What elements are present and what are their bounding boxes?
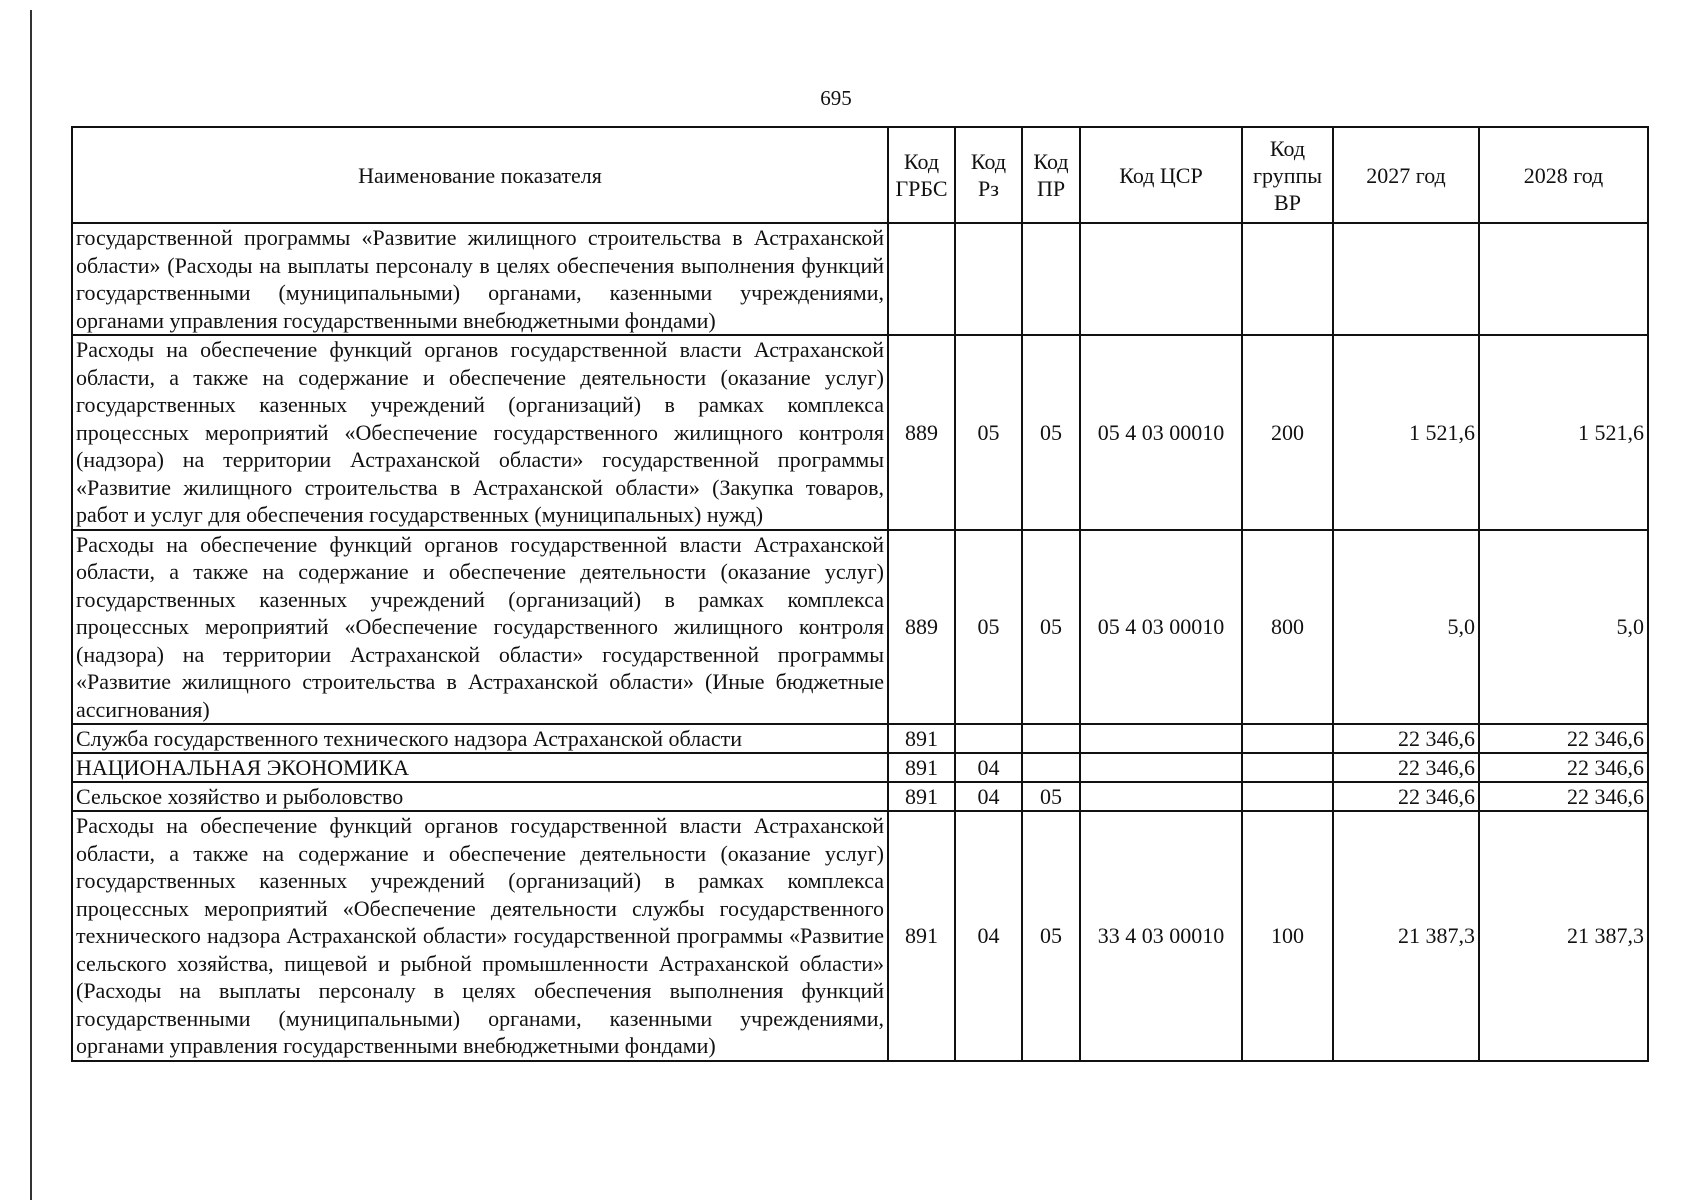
table-row [72,753,1648,782]
row-csr [1080,724,1242,753]
row-pr [1022,223,1080,335]
row-pr [1022,753,1080,782]
row-vr: 200 [1242,335,1333,530]
row-name: Служба государственного технического надзора Астраханской области [72,724,888,753]
row-rz: 05 [955,335,1022,530]
table-row [72,782,1648,811]
row-csr: 05 4 03 00010 [1080,335,1242,530]
row-vr: 100 [1242,811,1333,1061]
row-rz: 04 [955,753,1022,782]
scan-edge-line [30,10,32,1200]
row-rz: 04 [955,811,1022,1061]
table-row [72,223,1648,335]
row-2028: 22 346,6 [1479,782,1648,811]
row-2028: 22 346,6 [1479,724,1648,753]
row-grbs [888,223,955,335]
header-rz: Код Рз [955,127,1022,223]
row-pr: 05 [1022,530,1080,725]
row-grbs: 889 [888,530,955,725]
row-rz [955,223,1022,335]
row-csr [1080,753,1242,782]
header-pr: Код ПР [1022,127,1080,223]
row-vr [1242,753,1333,782]
row-vr [1242,782,1333,811]
row-2027: 21 387,3 [1333,811,1479,1061]
row-2027: 5,0 [1333,530,1479,725]
row-csr: 05 4 03 00010 [1080,530,1242,725]
row-vr [1242,223,1333,335]
row-grbs: 891 [888,811,955,1061]
row-name: Расходы на обеспечение функций органов государственной власти Астраханской области, а также на содержание и обеспечение деятельности (оказание услуг) государственных казенных учреждений (организаций) в рамках комплекса процессных мероприятий «Обеспечение государственного жилищного контроля (надзора) на территории Астраханской области» государственной программы «Развитие жилищного строительства в Астраханской области» (Иные бюджетные ассигнования) [72,530,888,725]
header-name: Наименование показателя [72,127,888,223]
header-vr: Код группы ВР [1242,127,1333,223]
row-name: государственной программы «Развитие жилищного строительства в Астраханской области» (Расходы на выплаты персоналу в целях обеспечения выполнения функций государственными (муниципальными) органами, казенными учреждениями, органами управления государственными внебюджетными фондами) [72,223,888,335]
budget-table [71,126,1649,1062]
row-pr: 05 [1022,335,1080,530]
page-number: 695 [820,86,852,110]
row-vr [1242,724,1333,753]
row-grbs: 891 [888,753,955,782]
row-grbs: 891 [888,782,955,811]
row-name: Сельское хозяйство и рыболовство [72,782,888,811]
row-csr [1080,782,1242,811]
row-grbs: 889 [888,335,955,530]
header-2027: 2027 год [1333,127,1479,223]
row-pr [1022,724,1080,753]
row-csr [1080,223,1242,335]
row-2028: 5,0 [1479,530,1648,725]
table-row [72,530,1648,725]
header-csr: Код ЦСР [1080,127,1242,223]
table-row [72,335,1648,530]
row-rz: 04 [955,782,1022,811]
row-rz: 05 [955,530,1022,725]
row-vr: 800 [1242,530,1333,725]
row-pr: 05 [1022,811,1080,1061]
row-2028 [1479,223,1648,335]
row-pr: 05 [1022,782,1080,811]
row-rz [955,724,1022,753]
row-name: НАЦИОНАЛЬНАЯ ЭКОНОМИКА [72,753,888,782]
row-grbs: 891 [888,724,955,753]
table-row [72,811,1648,1061]
row-2027: 1 521,6 [1333,335,1479,530]
row-2027 [1333,223,1479,335]
row-2027: 22 346,6 [1333,753,1479,782]
row-2028: 21 387,3 [1479,811,1648,1061]
row-2027: 22 346,6 [1333,782,1479,811]
row-csr: 33 4 03 00010 [1080,811,1242,1061]
header-grbs: Код ГРБС [888,127,955,223]
row-2028: 1 521,6 [1479,335,1648,530]
row-2027: 22 346,6 [1333,724,1479,753]
table-header-row [72,127,1648,223]
row-2028: 22 346,6 [1479,753,1648,782]
table-row [72,724,1648,753]
row-name: Расходы на обеспечение функций органов государственной власти Астраханской области, а также на содержание и обеспечение деятельности (оказание услуг) государственных казенных учреждений (организаций) в рамках комплекса процессных мероприятий «Обеспечение деятельности службы государственного технического надзора Астраханской области» государственной программы «Развитие сельского хозяйства, пищевой и рыбной промышленности Астраханской области» (Расходы на выплаты персоналу в целях обеспечения выполнения функций государственными (муниципальными) органами, казенными учреждениями, органами управления государственными внебюджетными фондами) [72,811,888,1061]
header-2028: 2028 год [1479,127,1648,223]
row-name: Расходы на обеспечение функций органов государственной власти Астраханской области, а также на содержание и обеспечение деятельности (оказание услуг) государственных казенных учреждений (организаций) в рамках комплекса процессных мероприятий «Обеспечение государственного жилищного контроля (надзора) на территории Астраханской области» государственной программы «Развитие жилищного строительства в Астраханской области» (Закупка товаров, работ и услуг для обеспечения государственных (муниципальных) нужд) [72,335,888,530]
